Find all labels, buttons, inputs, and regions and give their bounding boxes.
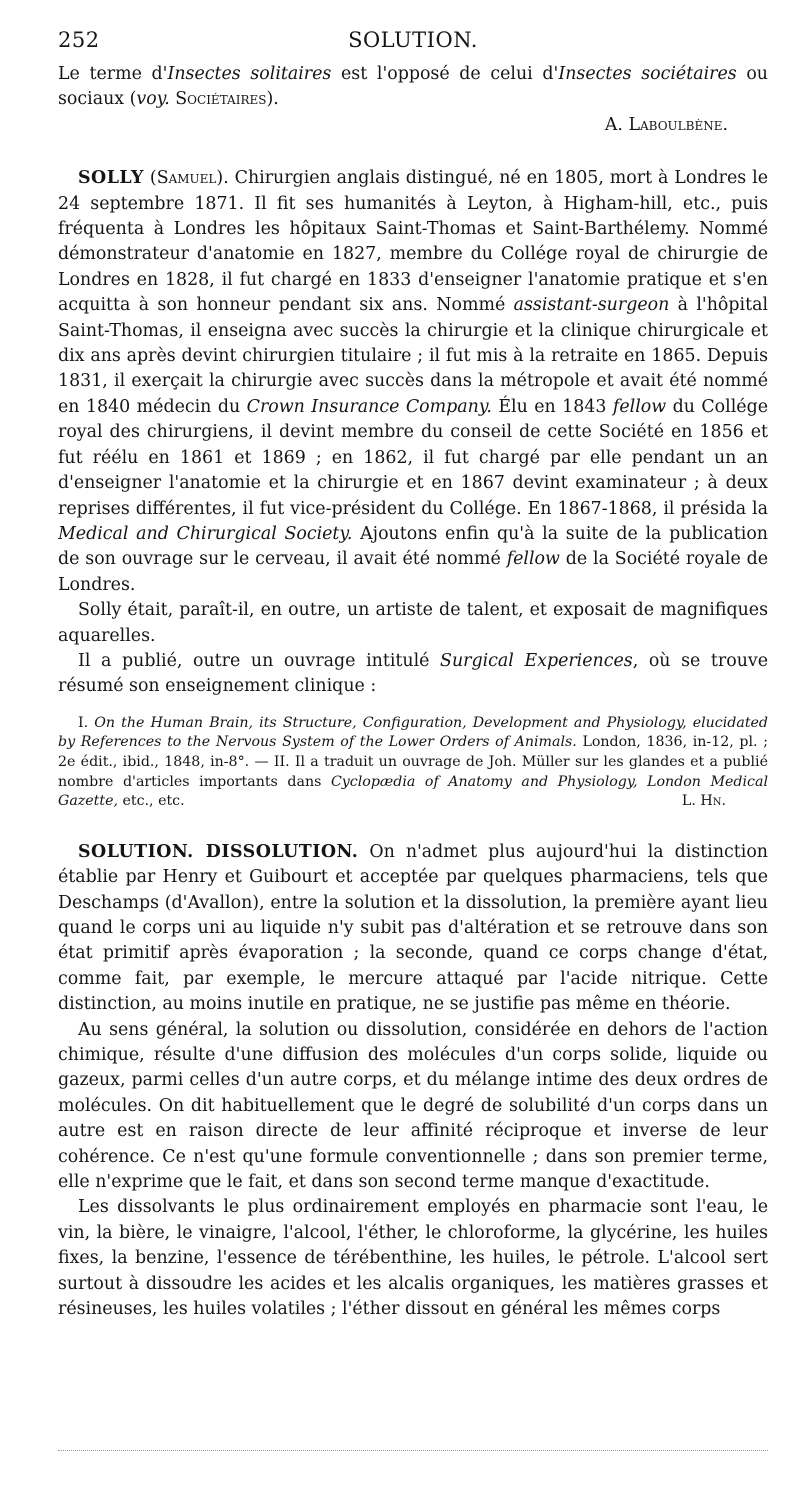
entry-separator	[58, 812, 768, 840]
solution-paragraph-2: Au sens général, la solution ou dissolution, considérée en dehors de l'action chimique, résulte d'une diffusion des molécules d'un corps solide, liquide ou gazeux, parmi celles d'un autre corps, et du mélange intime des deux ordres de molécules. On dit habituellement que le degré de solubilité d'un corps dans un autre est en raison directe de leur affinité réciproque et inverse de leur cohérence. Ce n'est qu'une formule conventionnelle ; dans son premier terme, elle n'exprime que le fait, et dans son second terme manque d'exactitude.	[58, 1019, 768, 1192]
solitaires-paragraph: Le terme d'Insectes solitaires est l'opposé de celui d'Insectes sociétaires ou sociaux (voy. Sociétaires).	[58, 64, 769, 110]
solly-paragraph-2: Solly était, paraît-il, en outre, un artiste de talent, et exposait de magnifiques aquarelles.	[58, 600, 768, 646]
running-head	[58, 28, 768, 62]
signature-his: L. Hn.	[681, 793, 726, 810]
signature-laboulbene: A. Laboulbène.	[604, 114, 728, 135]
headword-solly: SOLLY	[78, 168, 144, 189]
page-number: 252	[58, 28, 100, 52]
entry-separator	[58, 138, 768, 166]
solution-paragraph-1: SOLUTION. DISSOLUTION. On n'admet plus aujourd'hui la distinction établie par Henry et Guibourt et acceptée par quelques pharmaciens, tels que Deschamps (d'Avallon), entre la solution et la dissolution, la première ayant lieu quand le corps uni au liquide n'y subit pas d'altération et se retrouve dans son état primitif après évaporation ; la seconde, quand ce corps change d'état, comme fait, par exemple, le mercure attaqué par l'acide nitrique. Cette distinction, au moins inutile en pratique, ne se justifie pas même en théorie.	[58, 841, 769, 1015]
solly-bibliography: I. On the Human Brain, its Structure, Configuration, Development and Physiology, elucidated by References to the Nervous System of the Lower Orders of Animals. London, 1836, in-12, pl. ; 2e édit., ibid., 1848, in-8°. — II. Il a traduit un ouvrage de Joh. Müller sur les glandes et a publié nombre d'articles importants dans Cyclopædia of Anatomy and Physiology, London Medical Gazette, etc., etc. L. Hn.	[58, 714, 768, 812]
headword-solution: SOLUTION. DISSOLUTION.	[78, 841, 359, 862]
solution-paragraph-3: Les dissolvants le plus ordinairement employés en pharmacie sont l'eau, le vin, la bière, le vinaigre, l'alcool, l'éther, le chloroforme, la glycérine, les huiles fixes, la benzine, l'essence de térébenthine, les huiles, le pétrole. L'alcool sert surtout à dissoudre les acides et les alcalis organiques, les matières grasses et résineuses, les huiles volatiles ; l'éther dissout en général les mêmes corps	[58, 1197, 768, 1320]
running-title: SOLUTION.	[348, 28, 478, 52]
bottom-rule	[58, 1450, 768, 1451]
solly-paragraph-3: Il a publié, outre un ouvrage intitulé Surgical Experiences, où se trouve résumé son enseignement clinique :	[58, 650, 769, 697]
document-page	[58, 28, 768, 1468]
solly-paragraph-1: SOLLY (Samuel). Chirurgien anglais distingué, né en 1805, mort à Londres le 24 septembre 1871. Il fit ses humanités à Leyton, à Higham-hill, etc., puis fréquenta à Londres les hôpitaux Saint-Thomas et Saint-Barthélemy. Nommé démonstrateur d'anatomie en 1827, membre du Collége royal de chirurgie de Londres en 1828, il fut chargé en 1833 d'enseigner l'anatomie pratique et s'en acquitta à son honneur pendant six ans. Nommé assistant-surgeon à l'hôpital Saint-Thomas, il enseigna avec succès la chirurgie et la clinique chirurgicale et dix ans après devint chirurgien titulaire ; il fut mis à la retraite en 1865. Depuis 1831, il exerçait la chirurgie avec succès dans la métropole et avait été nommé en 1840 médecin du Crown Insurance Company. Élu en 1843 fellow du Collége royal des chirurgiens, il devint membre du conseil de cette Société en 1856 et fut réélu en 1861 et 1869 ; en 1862, il fut chargé par elle pendant un an d'enseigner l'anatomie et la chirurgie et en 1867 devint examinateur ; à deux reprises différentes, il fut vice-président du Collége. En 1867-1868, il présida la Medical and Chirurgical Society. Ajoutons enfin qu'à la suite de la publication de son ouvrage sur le cerveau, il avait été nommé fellow de la Société royale de Londres.	[58, 168, 769, 595]
